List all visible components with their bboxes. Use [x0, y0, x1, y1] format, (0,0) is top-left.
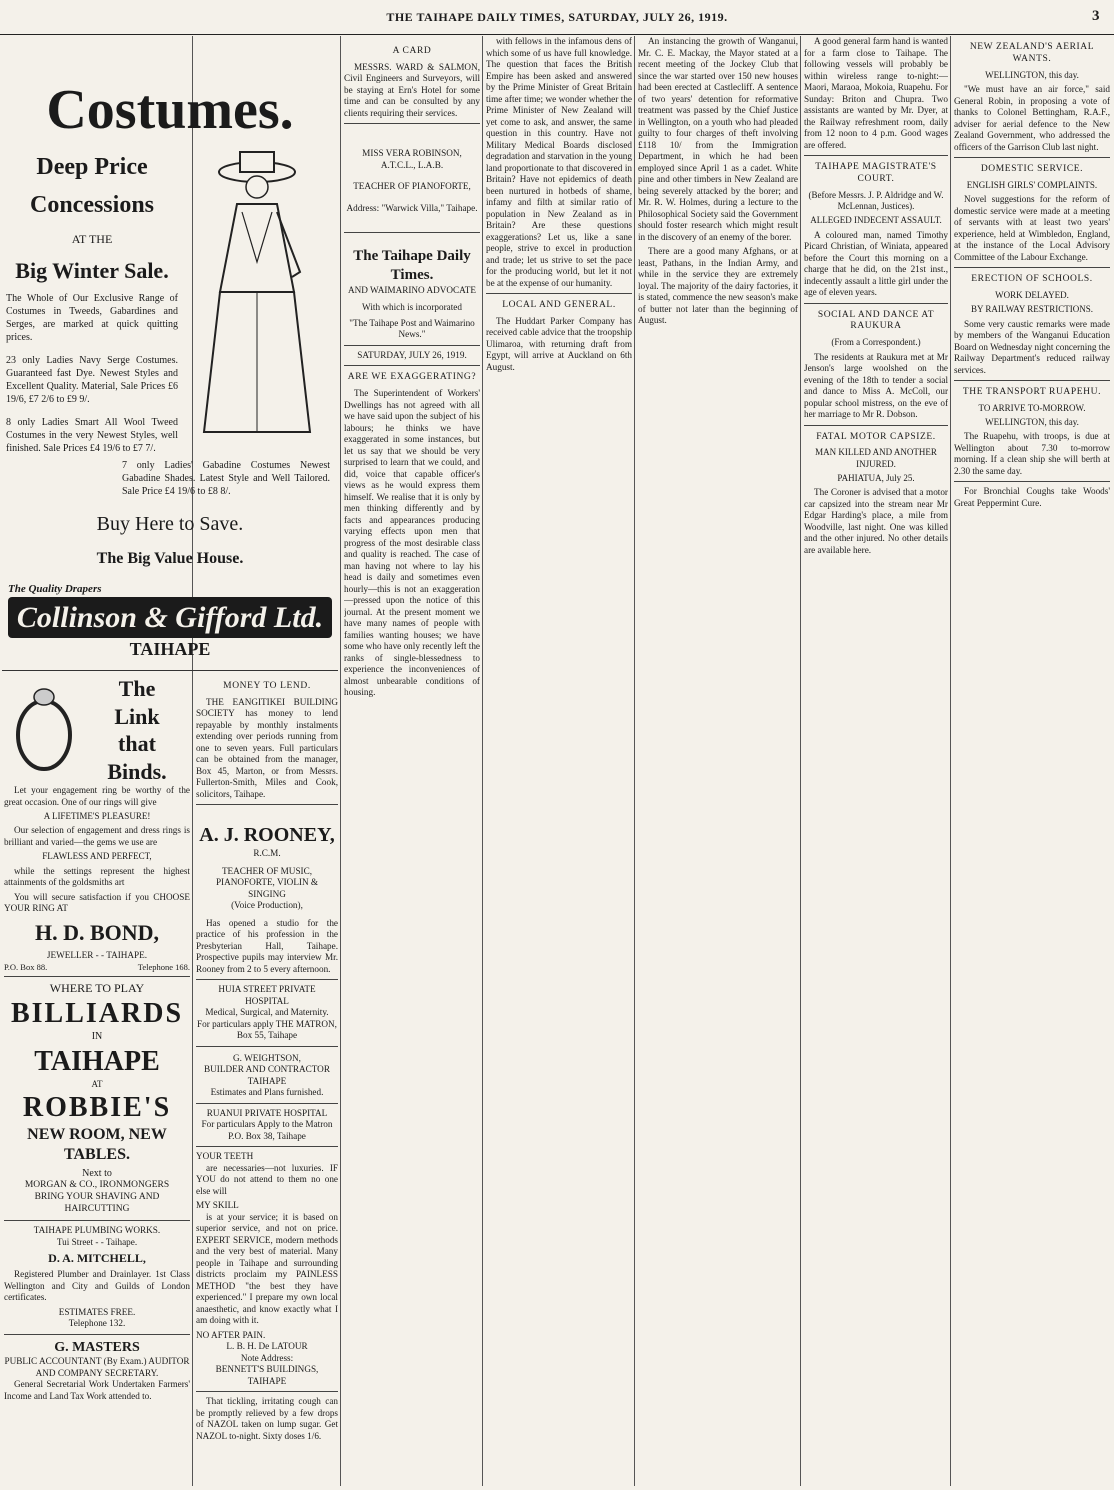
- court-before: (Before Messrs. J. P. Aldridge and W. McLennan, Justices).: [808, 189, 944, 211]
- teeth-skill: MY SKILL: [196, 1200, 239, 1211]
- fatal-title: FATAL MOTOR CAPSIZE.: [816, 431, 936, 442]
- column-rule: [482, 36, 483, 1486]
- bond-body2: while the settings represent the highest attainments of the goldsmiths art: [4, 865, 190, 887]
- billiards-town: TAIHAPE: [34, 1045, 160, 1077]
- bond-flawless: FLAWLESS AND PERFECT,: [42, 851, 152, 862]
- costumes-intro: The Whole of Our Exclusive Range of Costumes in Tweeds, Gabardines and Serges, are marked at quick quitting prices.: [6, 293, 178, 344]
- taihape-label: TAIHAPE: [129, 639, 211, 660]
- money-lend-body: THE EANGITIKEI BUILDING SOCIETY has money to lend repayable by monthly instalments extending over periods running from one to seven years. Full particulars can be obtained from the manager, Box 45, Marton, or from Messrs. Fullerton-Smith, Miles and Cook, solicitors, Taihape.: [196, 696, 338, 799]
- column-5: [638, 36, 798, 1486]
- masters-name: G. MASTERS: [54, 1339, 140, 1355]
- col6-body: A good general farm hand is wanted for a farm close to Taihape. The following vessels will probably be within wireless range to-night:—Maori, Maraoa, Mokoia, Ruapehu. For Sunday: Briton and Chupra. Two assistants are wanted by Mr. Dyer, at the Railway refreshment room, daily from 12 noon to 4 p.m. Good wages are offered.: [804, 36, 948, 150]
- teeth-body2: is at your service; it is based on superior service, and not on price. EXPERT SERVICE, modern methods and the very best of material. Many people in Taihape and surrounding districts proclaim my PAINLESS METHOD "the best they have experienced." I prepare my own local anaesthetic, and know exactly what I am doing with it.: [196, 1211, 338, 1326]
- column-1: [4, 675, 190, 1486]
- local-general-title: LOCAL AND GENERAL.: [502, 300, 616, 310]
- masters-body: General Secretarial Work Undertaken Farmers' Income and Land Tax Work attended to.: [4, 1379, 190, 1401]
- court-title: TAIHAPE MAGISTRATE'S COURT.: [815, 162, 937, 184]
- collinson-gifford-logo: Collinson & Gifford Ltd.: [8, 597, 332, 639]
- court-body: A coloured man, named Timothy Picard Christian, of Winiata, appeared before the Court this morning on a charge that he did, on the 21st inst., indecently assault a little girl under the age of eleven years.: [804, 229, 948, 297]
- rooney-deg: R.C.M.: [253, 848, 281, 859]
- col5-body: An instancing the growth of Wanganui, Mr. C. E. Mackay, the Mayor stated at a recent meeting of the Jockey Club that since the war started over 150 new houses had been erected at Castlecliff. A sentence of two years' detention for reformative treatment was passed by the Chief Justice in Wellington, on a youth who had pleaded guilty to four charges of theft involving £118 10/ from the Immigration Department, in which he had been employed since April 1 as a cadet. White pine and other timbers in New Zealand are being severely attacked by the borer; and Mr. R. W. Holmes, during a lecture to the Philosophical Society said the Government should foster research which might result in the discovery of an enemy of the borer.: [638, 36, 798, 242]
- quality-drapers: The Quality Drapers: [8, 583, 102, 596]
- lady-in-costume-illustration: [182, 142, 332, 442]
- social-from: (From a Correspondent.): [831, 337, 921, 348]
- col5-body2: There are a good many Afghans, or at least, Pathans, in the Indian Army, and while in the service they are extremely loyal. The majority of the dairy factories, it is stated, commence the new season's make of butter not later than the beginning of August.: [638, 246, 798, 325]
- bond-box: P.O. Box 88.: [4, 961, 48, 972]
- nazol-ad: That tickling, irritating cough can be promptly relieved by a few drops of NAZOL taken on lump sugar. Get NAZOL to-night. Sixty doses 1/6.: [196, 1396, 338, 1441]
- weightson-trade: BUILDER AND CONTRACTOR TAIHAPE: [204, 1064, 330, 1086]
- bring-shaving: BRING YOUR SHAVING AND HAIRCUTTING: [34, 1192, 160, 1215]
- next-to: Next to: [82, 1167, 112, 1179]
- rooney-name: A. J. ROONEY,: [199, 824, 335, 847]
- schools-sub2: BY RAILWAY RESTRICTIONS.: [970, 304, 1094, 315]
- ruapehu-sub: TO ARRIVE TO-MORROW.: [978, 402, 1086, 413]
- costumes-item-1: 23 only Ladies Navy Serge Costumes. Guaranteed fast Dye. Newest Styles and Excellent Quality. Material, Sale Prices £6 19/6, £7 2/6 to £9 9/.: [6, 355, 178, 406]
- dentist-note: Note Address:: [240, 1352, 294, 1363]
- robinson-teacher: TEACHER OF PIANOFORTE,: [353, 181, 471, 192]
- paper-post: "The Taihape Post and Waimarino News.": [349, 317, 475, 340]
- plumbing-phone: Telephone 132.: [68, 1318, 126, 1328]
- page-number: 3: [1092, 8, 1100, 24]
- column-rule: [634, 36, 635, 1486]
- column-7: [954, 36, 1110, 1486]
- costumes-item-3: 7 only Ladies' Gabadine Costumes Newest Gabadine Shades. Latest Style and Well Tailored. Sale Price £4 19/6 to £8 8/.: [122, 460, 330, 498]
- costumes-title: Costumes.: [46, 79, 294, 141]
- teeth-nopain: NO AFTER PAIN.: [196, 1329, 266, 1340]
- robbies: ROBBIE'S: [22, 1091, 172, 1123]
- estimates-free: ESTIMATES FREE.: [58, 1306, 136, 1317]
- money-lend-title: MONEY TO LEND.: [223, 681, 311, 691]
- column-6: [804, 36, 948, 1486]
- masthead-title: THE TAIHAPE DAILY TIMES,: [386, 9, 565, 24]
- court-case: ALLEGED INDECENT ASSAULT.: [810, 215, 942, 226]
- paper-sub: AND WAIMARINO ADVOCATE: [348, 284, 476, 295]
- huia-title: HUIA STREET PRIVATE HOSPITAL: [218, 984, 316, 1006]
- editorial-body: The Superintendent of Workers' Dwellings has not agreed with all we have said upon the subject of his labours; he thinks we have exaggerated in some instances, but let us say that we should be very surprised to learn that we could, and did, voice that capable officer's views as he would express them himself. We realise that it is only by men thinking differently and by facts and appearances producing varying effects upon men that progress of the most desirable class and quality is reached. The case of man having not where to lay his head is daily and sometimes even hourly—this is not an exaggeration—pressed upon the notice of this journal. At the present moment we have many names of people with families wanting houses; we have some who have only recently left the ranks of single-blessedness to experience the inconveniences of almost unbearable conditions of housing.: [344, 388, 480, 698]
- bond-pleasure: A LIFETIME'S PLEASURE!: [43, 811, 151, 821]
- big-winter-sale: Big Winter Sale.: [15, 257, 169, 283]
- billiards-title: BILLIARDS: [10, 998, 184, 1030]
- bond-phone: Telephone 168.: [137, 961, 190, 972]
- fatal-body: The Coroner is advised that a motor car capsized into the stream near Mr Edgar Harding's place, a mile from Woodville, last night. One was killed and the other injured. No other details are available here.: [804, 487, 948, 555]
- billiards-where: WHERE TO PLAY: [49, 981, 145, 996]
- dentist-name: L. B. H. De LATOUR: [226, 1341, 308, 1352]
- column-rule: [800, 36, 801, 1486]
- social-title: SOCIAL AND DANCE AT RAUKURA: [817, 309, 935, 332]
- plumbing-addr: Tui Street - - Taihape.: [56, 1236, 138, 1247]
- bond-link: Link: [114, 703, 160, 729]
- lady-illustration: [182, 142, 338, 456]
- ruanui-title: RUANUI PRIVATE HOSPITAL: [206, 1107, 328, 1118]
- local-general-body: The Huddart Parker Company has received cable advice that the troopship Ulimaroa, with returning draft from Egypt, will arrive at Auckland on 6th August.: [486, 315, 632, 372]
- teeth-title: YOUR TEETH: [196, 1151, 254, 1162]
- concessions: Concessions: [29, 191, 155, 218]
- fatal-sub: MAN KILLED AND ANOTHER INJURED.: [815, 447, 937, 469]
- column-3: [344, 36, 480, 1486]
- bond-intro: Let your engagement ring be worthy of the great occasion. One of our rings will give: [4, 785, 190, 807]
- column-2: [196, 675, 338, 1486]
- morgan: MORGAN & CO., IRONMONGERS: [24, 1180, 170, 1191]
- domestic-sub: ENGLISH GIRLS' COMPLAINTS.: [966, 179, 1098, 190]
- card-title: A CARD: [392, 46, 432, 56]
- buy-here: Buy Here to Save.: [96, 513, 244, 536]
- costumes-item-2: 8 only Ladies Smart All Wool Tweed Costumes in the very Newest Styles, well finished. Sale Prices £4 19/6 to £7 7/.: [6, 417, 178, 455]
- weightson-est: Estimates and Plans furnished.: [210, 1087, 324, 1098]
- rooney-voice: (Voice Production),: [231, 900, 303, 911]
- bond-the: The: [118, 676, 156, 701]
- collinson-banner: [8, 583, 332, 661]
- schools-body: Some very caustic remarks were made by members of the Wanganui Education Board on Wednesday night concerning the Railway Department's reduced railway services.: [954, 318, 1110, 375]
- paper-with: With which is incorporated: [362, 302, 462, 313]
- huia-sub: Medical, Surgical, and Maternity.: [205, 1007, 329, 1018]
- bond-binds: Binds.: [107, 758, 167, 784]
- ruapehu-place: WELLINGTON, this day.: [985, 417, 1079, 428]
- weightson-name: G. WEIGHTSON,: [233, 1052, 301, 1063]
- schools-title: ERECTION OF SCHOOLS.: [971, 274, 1093, 285]
- huia-box: Box 55, Taihape: [236, 1030, 298, 1041]
- paper-name: The Taihape Daily Times.: [353, 248, 471, 284]
- schools-sub: WORK DELAYED.: [995, 290, 1069, 300]
- divider: [2, 670, 338, 671]
- domestic-body: Novel suggestions for the reform of domestic service were made at a meeting of servants with at least two years' experience, held at Wimbledon, England, at the instance of the Local Advisory Committee of the Labour Exchange.: [954, 194, 1110, 262]
- ring-illustration: [4, 675, 84, 785]
- ruapehu-body: The Ruapehu, with troops, is due at Wellington about 7.30 to-morrow morning. If a clean ship she will berth at 2.30 the same day.: [954, 431, 1110, 476]
- billiards-at: AT: [91, 1078, 103, 1089]
- aerial-place: WELLINGTON, this day.: [985, 69, 1079, 80]
- masters-title: PUBLIC ACCOUNTANT (By Exam.) AUDITOR AND COMPANY SECRETARY.: [4, 1356, 190, 1378]
- big-value-house: The Big Value House.: [96, 550, 244, 568]
- coughs-ad: For Bronchial Coughs take Woods' Great Peppermint Cure.: [954, 486, 1110, 508]
- aerial-title: NEW ZEALAND'S AERIAL WANTS.: [969, 42, 1095, 64]
- bond-ad-header: [4, 675, 190, 785]
- masthead: [0, 0, 1114, 35]
- rooney-body: Has opened a studio for the practice of his profession in the Presbyterian Hall, Taihape. Prospective pupils may interview Mr. Rooney from 2 to 5 every afternoon.: [196, 917, 338, 974]
- plumbing-title: TAIHAPE PLUMBING WORKS.: [33, 1225, 161, 1235]
- robinson-name: MISS VERA ROBINSON, A.T.C.L., L.A.B.: [362, 148, 462, 170]
- teeth-body: are necessaries—not luxuries. IF YOU do not attend to them no one else will: [196, 1162, 338, 1196]
- rooney-teacher: TEACHER OF MUSIC, PIANOFORTE, VIOLIN & SINGING: [215, 865, 319, 899]
- huia-apply: For particulars apply THE MATRON,: [197, 1018, 337, 1029]
- deep-price: Deep Price: [36, 153, 148, 180]
- dentist-addr: BENNETT'S BUILDINGS, TAIHAPE: [215, 1364, 319, 1386]
- at-the: AT THE: [71, 231, 113, 246]
- bond-satisfaction: You will secure satisfaction if you CHOOSE YOUR RING AT: [4, 891, 190, 913]
- masthead-date: SATURDAY, JULY 26, 1919.: [568, 9, 728, 24]
- ruapehu-title: THE TRANSPORT RUAPEHU.: [962, 387, 1102, 397]
- column-4: [486, 36, 632, 1486]
- bond-body: Our selection of engagement and dress rings is brilliant and varied—the gems we use are: [4, 825, 190, 847]
- mitchell: D. A. MITCHELL,: [48, 1251, 146, 1265]
- bond-name: H. D. BOND,: [34, 919, 160, 945]
- bond-trade: JEWELLER - - TAIHAPE.: [46, 950, 148, 960]
- editorial-cont: with fellows in the infamous dens of which some of us have full knowledge. The question that faces the British Empire has been asked and answered by the Prime Minister of Great Britain time after time; we wonder whether the Prime Minister of New Zealand will yet come to ask, and answer, the same question in this country. Have not Military Medical Boards disclosed degradation and starvation in the young land proportionate to that discovered in Britain? Have not epidemics of death been nurtured in hotbeds of shame, infamy and filth at similar ratio of population in New Zealand as in Britain? Are these questions exaggerations? Let us, like a sane people, strive to excel in production and trade; let us strive to set the pace for the producing world, but let it not be at the expense of our humanity.: [486, 36, 632, 288]
- robinson-addr: Address: "Warwick Villa," Taihape.: [346, 202, 478, 213]
- aerial-body: "We must have an air force," said General Robin, in proposing a vote of thanks to Colonel Bettingham, R.A.F., adviser for aerial defence to the New Zealand Government, who addressed the officers of the Garrison Club last night.: [954, 84, 1110, 152]
- paper-date: SATURDAY, JULY 26, 1919.: [357, 349, 467, 360]
- plumbing-body: Registered Plumber and Drainlayer. 1st Class Wellington and City and Guilds of London certificates.: [4, 1269, 190, 1302]
- column-rule: [950, 36, 951, 1486]
- billiards-in: IN: [91, 1031, 103, 1043]
- domestic-title: DOMESTIC SERVICE.: [980, 164, 1084, 174]
- bond-that: that: [118, 731, 156, 756]
- costumes-ad: [2, 60, 338, 670]
- social-body: The residents at Raukura met at Mr Jenson's large woolshed on the evening of the 18th to tender a social and dance to Miss A. McColl, our popular school mistress, on the eve of her marriage to Mr R. Dobson.: [804, 351, 948, 419]
- new-room: NEW ROOM, NEW TABLES.: [27, 1125, 167, 1163]
- editorial-title: ARE WE EXAGGERATING?: [347, 372, 477, 383]
- fatal-place: PAHIATUA, July 25.: [837, 472, 915, 483]
- ruanui-body: For particulars Apply to the Matron P.O. Box 38, Taihape: [201, 1119, 333, 1141]
- card-body: MESSRS. WARD & SALMON, Civil Engineers and Surveyors, will be staying at Ern's Hotel for some time and can be consulted by any clients requiring their services.: [344, 61, 480, 118]
- column-rule: [340, 36, 341, 1486]
